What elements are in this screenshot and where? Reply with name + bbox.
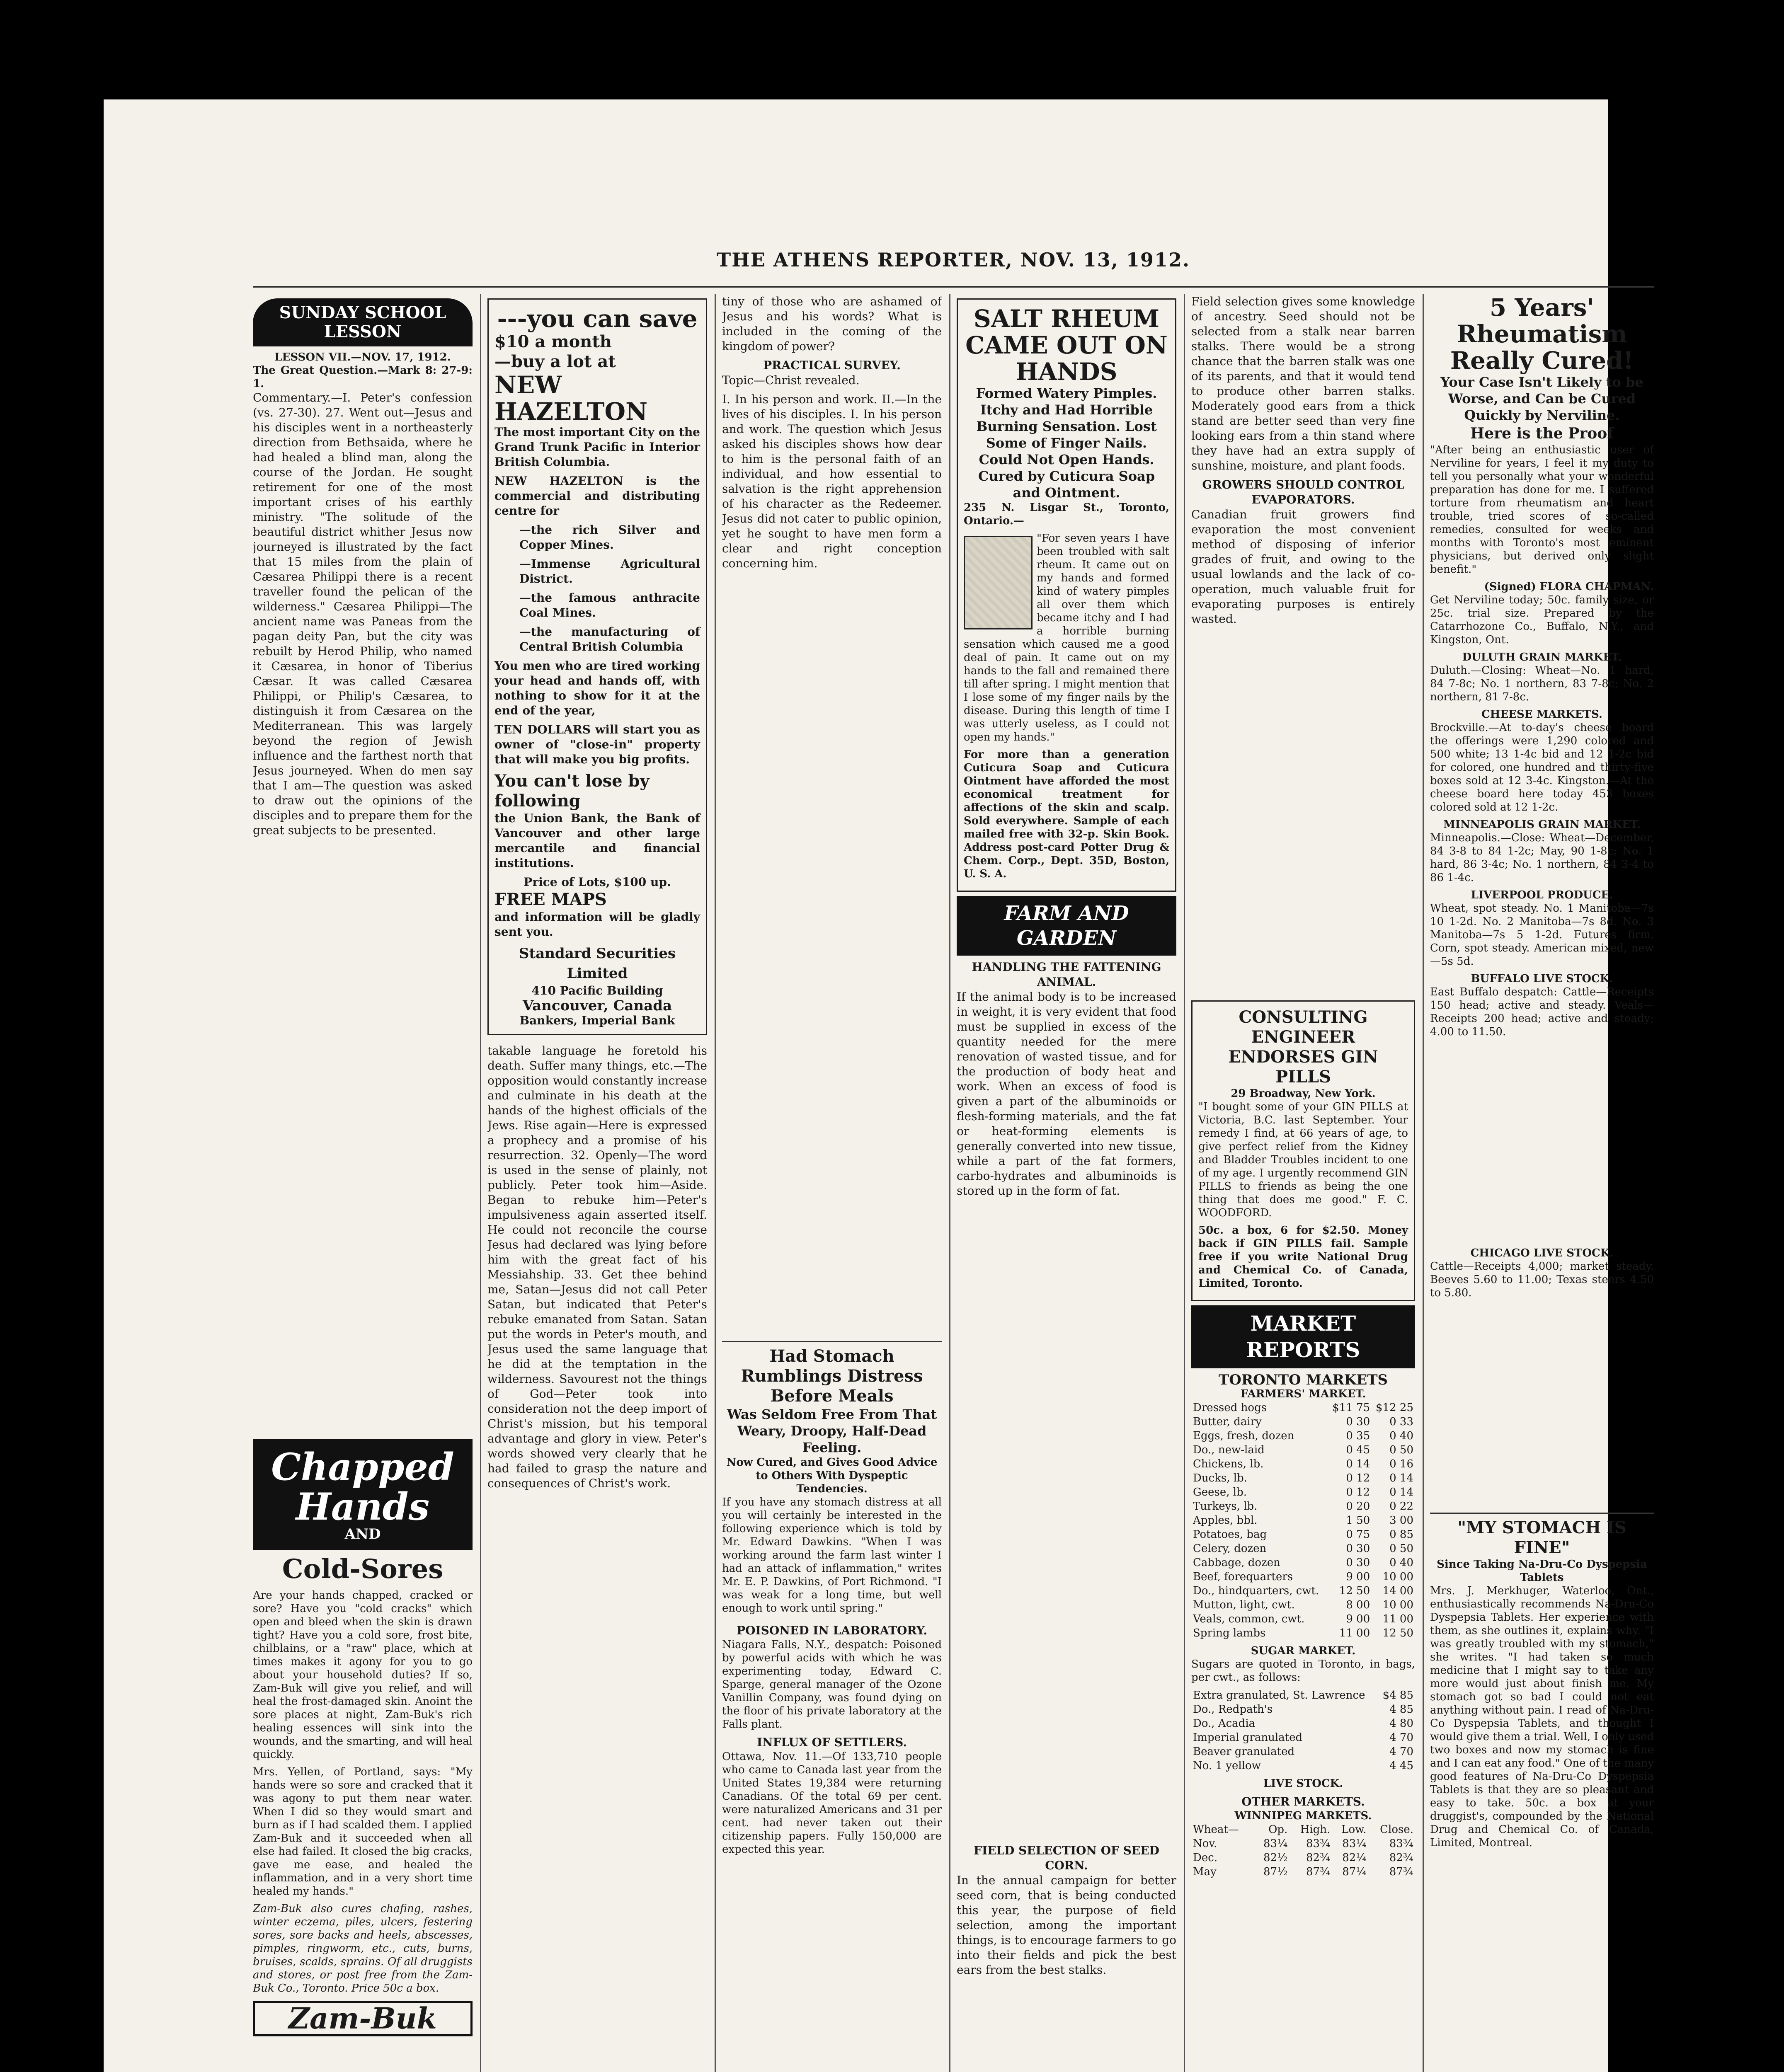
minneapolis-body: Minneapolis.—Close: Wheat—December, 84 3-8 to 84 1-2c; May, 90 1-8c; No. 1 hard, 86 3-4c; No. 1 northern, 84 3-4 to 86 1-4c.: [1430, 832, 1654, 884]
market-item: Geese, lb.: [1193, 1486, 1247, 1498]
commercial-centre: NEW HAZELTON is the commercial and distributing centre for: [494, 474, 700, 518]
farmers-market-row: [1191, 1598, 1415, 1612]
market-price: 0 14: [1346, 1458, 1370, 1470]
market-price: $11 75: [1332, 1402, 1370, 1414]
market-item: Beaver granulated: [1193, 1745, 1295, 1758]
consulting-address: 29 Broadway, New York.: [1231, 1087, 1376, 1100]
market-item: Butter, dairy: [1193, 1416, 1262, 1428]
live-stock: LIVE STOCK.: [1263, 1777, 1343, 1790]
market-price: 12 50: [1382, 1627, 1413, 1639]
market-item: Eggs, fresh, dozen: [1193, 1430, 1294, 1442]
resource-list-3: —the famous anthracite Coal Mines.: [519, 591, 700, 620]
market-item: Veals, common, cwt.: [1193, 1613, 1305, 1625]
market-price: 0 12: [1346, 1486, 1370, 1498]
stomach-fine-body: Mrs. J. Merkhuger, Waterloo, Ont., enthusiastically recommends Na-Dru-Co Dyspepsia Tablets. Her experience with them, as she outlines it, explains why. "I was greatly troubled with my stomach," she writes. "I had taken so much medicine that I might say to take any more would just about finish me. My stomach got so bad I could not eat anything without pain. I read of Na-Dru-Co Dyspepsia Tablets, and thought I would give them a trial. Well, I only used two boxes and now my stomach is fine and I can eat any food." One of the many good features of Na-Dru-Co Dyspepsia Tablets is that they are so pleasant and easy to take. 50c. a box at your druggist's, compounded by the National Drug and Chemical Co. of Canada, Limited, Montreal.: [1430, 1585, 1654, 1849]
topic: Topic—Christ revealed.: [722, 373, 860, 387]
market-price: 0 75: [1346, 1528, 1370, 1541]
proof-label: Here is the Proof: [1470, 425, 1614, 442]
sugar-row: [1191, 1745, 1415, 1759]
farmers-market-row: [1191, 1415, 1415, 1429]
farmers-market-row: [1191, 1570, 1415, 1584]
growers-headline: GROWERS SHOULD CONTROL EVAPORATORS.: [1202, 478, 1404, 506]
column-4: [957, 294, 1176, 1982]
yellen-testimonial: Mrs. Yellen, of Portland, says: "My hands were so sore and cracked that it was agony to put them near water. When I did so they would smart and burn as if I had scalded them. I applied Zam-Buk and it succeeded when all else had failed. It closed the big cracks, gave me ease, and healed the inflammation, and in a very short time healed my hands.": [253, 1766, 473, 1898]
farmers-market-row: [1191, 1499, 1415, 1513]
practical-survey: PRACTICAL SURVEY.: [763, 358, 901, 372]
column-3: [722, 294, 942, 1860]
market-price: 0 14: [1389, 1472, 1413, 1484]
market-item: Nov.: [1193, 1837, 1217, 1850]
farmers-market-row: [1191, 1513, 1415, 1527]
market-price: 4 80: [1389, 1717, 1413, 1730]
consulting-headline: CONSULTING ENGINEER ENDORSES GIN PILLS: [1228, 1007, 1378, 1087]
market-price: 87½: [1263, 1866, 1288, 1878]
market-reports-header: MARKET REPORTS: [1191, 1305, 1415, 1368]
stomach-rumblings-title: Had Stomach Rumblings Distress Before Meals: [741, 1346, 923, 1406]
and-label: AND: [344, 1526, 381, 1542]
duluth-headline: DULUTH GRAIN MARKET.: [1462, 651, 1622, 663]
column-6: [1430, 294, 1654, 1854]
farmers-market-row: [1191, 1401, 1415, 1415]
resource-list-2: —Immense Agricultural District.: [519, 557, 700, 586]
cant-lose-body: the Union Bank, the Bank of Vancouver and other large mercantile and financial institutions.: [494, 811, 700, 870]
cant-lose: You can't lose by following: [494, 771, 650, 811]
minneapolis-headline: MINNEAPOLIS GRAIN MARKET.: [1443, 818, 1641, 831]
market-item: Imperial granulated: [1193, 1731, 1303, 1744]
market-price: 4 70: [1389, 1731, 1413, 1744]
market-price: 0 14: [1389, 1486, 1413, 1498]
lesson-intro: tiny of those who are ashamed of Jesus and his words? What is included in the coming of the kingdom of power?: [722, 295, 942, 353]
column-2: [487, 294, 707, 1495]
market-price: 11 00: [1339, 1627, 1370, 1639]
market-item: Extra granulated, St. Lawrence: [1193, 1689, 1365, 1702]
market-item: Mutton, light, cwt.: [1193, 1599, 1295, 1611]
market-price: $12 25: [1376, 1402, 1413, 1414]
market-item: Do., Redpath's: [1193, 1703, 1273, 1716]
gin-pills-ad: [1191, 1000, 1415, 1301]
farmers-market-row: [1191, 1626, 1415, 1640]
market-price: 87¾: [1306, 1866, 1331, 1878]
field-top: Field selection gives some knowledge of ancestry. Seed should not be selected from a stalk near barren stalks. There would be a strong chance that the barren stalk was one of its parents, and that it would tend to produce other barren stalks. Moderately good ears from a thick stand are better seed than very fine looking ears from a thin stand where they have had an extra supply of sunshine, moisture, and plant foods.: [1191, 295, 1415, 472]
sugar-row: [1191, 1716, 1415, 1731]
market-price: 0 85: [1389, 1528, 1413, 1541]
resource-list-4: —the manufacturing of Central British Columbia: [519, 625, 700, 654]
masthead-rule: [253, 286, 1654, 288]
wheat-header-cell: Wheat—: [1193, 1823, 1239, 1836]
market-price: 9 00: [1346, 1571, 1370, 1583]
market-price: 0 45: [1346, 1444, 1370, 1456]
influx-body: Ottawa, Nov. 11.—Of 133,710 people who came to Canada last year from the United States 19,384 were returning Canadians. Of the total 69 per cent. were naturalized Americans and 31 per cent. had never taken out their citizenship papers. Fully 150,000 are expected this year.: [722, 1750, 942, 1856]
salt-body: "For seven years I have been troubled with salt rheum. It came out on my hands and formed kind of watery pimples all over them which became itchy and I had a horrible burning sensation which caused me a good deal of pain. It came out on my hands to the fall and remained there till after spring. I might mention that I lose some of my finger nails by the disease. During this length of time I was utterly useless, as I could not open my hands.": [964, 532, 1169, 743]
market-price: 4 85: [1389, 1703, 1413, 1716]
stomach-fine-subtitle: Since Taking Na-Dru-Co Dyspepsia Tablets: [1437, 1558, 1647, 1584]
column-divider: [1423, 294, 1424, 2072]
salt-footer: For more than a generation Cuticura Soap and Cuticura Ointment have afforded the most economical treatment for affections of the skin and scalp. Sold everywhere. Sample of each mailed free with 32-p. Skin Book. Address post-card Potter Drug & Chem. Corp., Dept. 35D, Boston, U. S. A.: [964, 748, 1169, 880]
wheat-header-cell: Low.: [1341, 1823, 1367, 1836]
market-price: 0 33: [1389, 1416, 1413, 1428]
market-price: 14 00: [1382, 1585, 1413, 1597]
wheat-header-cell: High.: [1300, 1823, 1331, 1836]
market-item: Apples, bbl.: [1193, 1514, 1258, 1527]
market-price: 12 50: [1339, 1585, 1370, 1597]
market-price: 3 00: [1389, 1514, 1413, 1527]
column-divider: [949, 294, 950, 2072]
sugar-row: [1191, 1731, 1415, 1745]
cheese-headline: CHEESE MARKETS.: [1481, 708, 1602, 721]
cheese-body: Brockville.—At to-day's cheese board the offerings were 1,290 colored and 500 white; 13 1-4c bid and 12 1-2c bid for colored, one hundred and thirty-five boxes sold at 12 3-4c. Kingston.—At the cheese board here today 453 boxes colored sold at 12 1-2c.: [1430, 721, 1654, 813]
cuticura-ad: [957, 298, 1176, 892]
market-price: 0 40: [1389, 1430, 1413, 1442]
zambuk-ad-header: [253, 1439, 473, 1550]
salt-rheum-title: SALT RHEUM CAME OUT ON HANDS: [965, 305, 1168, 386]
signed: (Signed) FLORA CHAPMAN.: [1484, 581, 1654, 593]
market-price: 0 30: [1346, 1556, 1370, 1569]
zambuk-logo: Zam-Buk: [253, 2001, 473, 2036]
zambuk-note: Zam-Buk also cures chafing, rashes, winter eczema, piles, ulcers, festering sores, sore backs and heels, abscesses, pimples, ringworm, etc., cuts, burns, bruises, scalds, sprains. Of all druggists and stores, or post free from the Zam-Buk Co., Toronto. Price 50c a box.: [253, 1903, 473, 1995]
chicago-body: Cattle—Receipts 4,000; market steady. Beeves 5.60 to 11.00; Texas steers 4.50 to 5.80.: [1430, 1260, 1654, 1299]
market-price: 0 16: [1389, 1458, 1413, 1470]
important-city: The most important City on the Grand Trunk Pacific in Interior British Columbia.: [494, 425, 700, 469]
market-item: Turkeys, lb.: [1193, 1500, 1258, 1513]
farmers-market-row: [1191, 1527, 1415, 1542]
market-price: 0 22: [1389, 1500, 1413, 1513]
wheat-header-row: [1191, 1823, 1415, 1837]
market-price: 0 50: [1389, 1444, 1413, 1456]
market-item: Do., new-laid: [1193, 1444, 1265, 1456]
sugar-intro: Sugars are quoted in Toronto, in bags, per cwt., as follows:: [1191, 1658, 1415, 1684]
farmers-market-table: [1191, 1401, 1415, 1640]
masthead: THE ATHENS REPORTER, NOV. 13, 1912.: [717, 249, 1190, 271]
sugar-row: [1191, 1759, 1415, 1773]
farmers-market-row: [1191, 1429, 1415, 1443]
vancouver: Vancouver, Canada: [522, 997, 672, 1014]
market-price: 0 30: [1346, 1416, 1370, 1428]
market-price: 0 20: [1346, 1500, 1370, 1513]
market-item: Dressed hogs: [1193, 1402, 1267, 1414]
farmers-market-row: [1191, 1542, 1415, 1556]
market-price: 83¾: [1389, 1837, 1413, 1850]
ten-a-month: $10 a month: [494, 332, 612, 351]
stomach-subtitle-2: Now Cured, and Gives Good Advice to Others With Dyspeptic Tendencies.: [726, 1456, 938, 1495]
market-price: 10 00: [1382, 1599, 1413, 1611]
market-price: 0 35: [1346, 1430, 1370, 1442]
field-selection-headline: FIELD SELECTION OF SEED CORN.: [974, 1844, 1159, 1872]
growers-body: Canadian fruit growers find evaporation the most convenient method of disposing of inferior grades of fruit, and owing to the usual lowlands and the lack of co-operation, much valuable fruit for evaporating purposes is entirely wasted.: [1191, 508, 1415, 626]
market-price: 82½: [1263, 1852, 1288, 1864]
market-price: 0 40: [1389, 1556, 1413, 1569]
sugar-table: [1191, 1688, 1415, 1773]
rheumatism-headline: 5 Years' Rheumatism Really Cured!: [1450, 294, 1634, 375]
sugar-market: SUGAR MARKET.: [1251, 1645, 1356, 1657]
newspaper-page: [253, 224, 1654, 2072]
wheat-row: [1191, 1837, 1415, 1851]
market-price: 87¼: [1342, 1866, 1367, 1878]
wheat-header-cell: Op.: [1268, 1823, 1288, 1836]
consulting-body: "I bought some of your GIN PILLS at Victoria, B.C. last September. Your remedy I find, at 66 years of age, to give perfect relief from the Kidney and Bladder Troubles incident to one of my age. I urgently recommend GIN PILLS to friends as being the one thing that does me good." F. C. WOODFORD.: [1198, 1101, 1408, 1219]
stomach-subtitle: Was Seldom Free From That Weary, Droopy, Half-Dead Feeling.: [727, 1406, 937, 1455]
market-item: May: [1193, 1866, 1217, 1878]
chapped-body: Are your hands chapped, cracked or sore? Have you "cold cracks" which open and bleed when the skin is drawn tight? Have you a cold sore, frost bite, chilblains, or a "raw" place, which at times makes it agony for you to go about your household duties? If so, Zam-Buk will give you relief, and will heal the frost-damaged skin. Anoint the sore places at night, Zam-Buk's rich healing essences will sink into the wounds, and the smarting, and will heal quickly.: [253, 1589, 473, 1761]
pacific-building: 410 Pacific Building: [531, 984, 663, 997]
stomach-fine-title: "MY STOMACH IS FINE": [1430, 1513, 1654, 1558]
toronto-markets: TORONTO MARKETS: [1218, 1372, 1388, 1388]
handling-body: If the animal body is to be increased in weight, it is very evident that food must be supplied in excess of the quantity needed for the mere renovation of wasted tissue, and for the production of body heat and work. When an excess of food is given a part of the albuminoids or flesh-forming materials, and the fat or heat-forming elements is generally converted into new tissue, while a part of the fat formers, carbo-hydrates and albuminoids is stored up in the form of fat.: [957, 990, 1176, 1198]
market-price: 0 30: [1346, 1542, 1370, 1555]
market-item: Cabbage, dozen: [1193, 1556, 1280, 1569]
column-divider: [480, 294, 481, 2072]
column-divider: [715, 294, 716, 2072]
wheat-header-cell: Close.: [1380, 1823, 1413, 1836]
market-price: 82¼: [1342, 1852, 1367, 1864]
market-price: 87¾: [1389, 1866, 1413, 1878]
poisoned-body: Niagara Falls, N.Y., despatch: Poisoned by powerful acids with which he was experimenting today, Edward C. Sparge, general manager of the Ozone Vanillin Company, was found dying on the floor of his private laboratory at the Falls plant.: [722, 1639, 942, 1731]
signed-body: Get Nerviline today; 50c. family size, or 25c. trial size. Prepared by the Catarrhozone Co., Buffalo, N.Y., and Kingston, Ont.: [1430, 594, 1654, 646]
sugar-row: [1191, 1702, 1415, 1716]
poisoned-headline: POISONED IN LABORATORY.: [737, 1624, 927, 1637]
market-item: Dec.: [1193, 1852, 1218, 1864]
buffalo-body: East Buffalo despatch: Cattle—Receipts 150 head; active and steady. Veals—Receipts 200 head; active and steady; 4.00 to 11.50.: [1430, 986, 1654, 1038]
market-item: Ducks, lb.: [1193, 1472, 1248, 1484]
standard-securities: Standard Securities Limited: [519, 945, 676, 982]
column-1: [253, 294, 473, 2036]
cold-sores-title: Cold-Sores: [282, 1554, 444, 1585]
bankers: Bankers, Imperial Bank: [519, 1014, 675, 1027]
rheumatism-subhead: Your Case Isn't Likely to be Worse, and Can be Cured Quickly by Nerviline.: [1440, 374, 1643, 423]
market-price: 4 70: [1389, 1745, 1413, 1758]
market-price: 10 00: [1382, 1571, 1413, 1583]
liverpool-body: Wheat, spot steady. No. 1 Manitoba—7s 10 1-2d. No. 2 Manitoba—7s 8d. No. 3 Manitoba—7s 5 1-2d. Futures firm. Corn, spot steady. American mixed, new—5s 5d.: [1430, 902, 1654, 968]
market-price: 4 45: [1389, 1760, 1413, 1772]
farmers-market-row: [1191, 1485, 1415, 1499]
market-price: 0 50: [1389, 1542, 1413, 1555]
winnipeg-markets: WINNIPEG MARKETS.: [1234, 1810, 1372, 1822]
market-item: Beef, forequarters: [1193, 1571, 1293, 1583]
market-price: 83¼: [1342, 1837, 1367, 1850]
farm-garden-header: FARM AND GARDEN: [957, 896, 1176, 956]
farmers-market-row: [1191, 1443, 1415, 1457]
market-price: 82¾: [1306, 1852, 1331, 1864]
consulting-footer: 50c. a box, 6 for $2.50. Money back if GIN PILLS fail. Sample free if you write National Drug and Chemical Co. of Canada, Limited, Toronto.: [1198, 1224, 1408, 1290]
market-price: 8 00: [1346, 1599, 1370, 1611]
market-item: No. 1 yellow: [1193, 1760, 1261, 1772]
chicago-headline: CHICAGO LIVE STOCK.: [1470, 1247, 1614, 1259]
chapped-hands-title: Chapped Hands: [271, 1445, 454, 1529]
lot-price: Price of Lots, $100 up.: [524, 875, 671, 889]
farmers-market: FARMERS' MARKET.: [1240, 1388, 1366, 1400]
liverpool-headline: LIVERPOOL PRODUCE.: [1471, 889, 1613, 901]
market-price: $4 85: [1382, 1689, 1413, 1702]
handling-headline: HANDLING THE FATTENING ANIMAL.: [972, 960, 1161, 989]
market-price: 83¼: [1263, 1837, 1288, 1850]
buffalo-headline: BUFFALO LIVE STOCK.: [1471, 973, 1613, 985]
free-maps-body: and information will be gladly sent you.: [494, 910, 700, 939]
market-price: 83¾: [1306, 1837, 1331, 1850]
column-5: [1191, 294, 1415, 1879]
market-price: 11 00: [1382, 1613, 1413, 1625]
market-price: 0 12: [1346, 1472, 1370, 1484]
you-can-save: ---you can save: [497, 305, 698, 333]
sugar-row: [1191, 1688, 1415, 1702]
newspaper-sheet: [104, 99, 1654, 2072]
column-divider: [1184, 294, 1185, 2072]
proof-body: "After being an enthusiastic user of Nerviline for years, I feel it my duty to tell you personally what your wonderful preparation has done for me. I suffered torture from rheumatism and heart trouble, tried scores of so-called remedies, consulted for weeks and months with Toronto's most eminent physicians, but derived only slight benefit.": [1430, 444, 1654, 576]
sunday-school-header: SUNDAY SCHOOL LESSON: [253, 298, 473, 346]
tired-men: You men who are tired working your head and hands off, with nothing to show for it at the end of the year,: [494, 659, 700, 717]
salt-address: 235 N. Lisgar St., Toronto, Ontario.—: [964, 501, 1169, 527]
wheat-table: [1191, 1823, 1415, 1879]
ten-dollars: TEN DOLLARS will start you as owner of "close-in" property that will make you big profits.: [494, 723, 700, 766]
lesson-number: LESSON VII.—NOV. 17, 1912.: [274, 351, 451, 363]
farmers-market-row: [1191, 1556, 1415, 1570]
new-hazelton-title: NEW HAZELTON: [494, 371, 648, 426]
duluth-body: Duluth.—Closing: Wheat—No. 1 hard, 84 7-8c; No. 1 northern, 83 7-8c; No. 2 northern, 81 7-8c.: [1430, 664, 1654, 703]
buy-a-lot: —buy a lot at: [494, 352, 616, 371]
market-item: Chickens, lb.: [1193, 1458, 1264, 1470]
market-price: 1 50: [1346, 1514, 1370, 1527]
field-selection-body: In the annual campaign for better seed corn, that is being conducted this year, the purpose of field selection, among the important things, is to encourage farmers to go into their fields and pick the best ears from the best stalks.: [957, 1874, 1176, 1977]
resource-list-1: —the rich Silver and Copper Mines.: [519, 523, 700, 552]
survey-body: I. In his person and work. II.—In the lives of his disciples. I. In his person and work. The question which Jesus asked his disciples shows how dear to him is the personal faith of an individual, and how essential to salvation is the right apprehension of his character as the Redeemer. Jesus did not cater to public opinion, yet he sought to have men form a clear and right conception concerning him.: [722, 392, 942, 570]
wheat-row: [1191, 1851, 1415, 1865]
market-price: 82¾: [1389, 1852, 1413, 1864]
wheat-row: [1191, 1865, 1415, 1879]
farmers-market-row: [1191, 1471, 1415, 1485]
market-item: Celery, dozen: [1193, 1542, 1267, 1555]
lesson-title: The Great Question.—Mark 8: 27-9: 1.: [253, 364, 473, 390]
lesson-continued: takable language he foretold his death. Suffer many things, etc.—The opposition would constantly increase and culminate in his death at the hands of the highest officials of the Jews. Rise again—Here is expressed a prophecy and a promise of his resurrection. 32. Openly—The word is used in the sense of plainly, not publicly. Peter took him—Aside. Began to rebuke him—Peter's impulsiveness again asserted itself. He could not reconcile the course Jesus had declared was lying before him with the great fact of his Messiahship. 33. Get thee behind me, Satan—Jesus did not call Peter Satan, but indicated that Peter's rebuke emanated from Satan. Satan put the words in Peter's mouth, and Jesus used the same language that he did at the temptation in the wilderness. Savourest not the things of God—Peter took into consideration not the deep import of Christ's mission, but his temporal advantage and glory in view. Peter's words showed very clearly that he had failed to grasp the nature and consequences of Christ's work.: [487, 1044, 707, 1490]
market-item: Potatoes, bag: [1193, 1528, 1267, 1541]
farmers-market-row: [1191, 1457, 1415, 1471]
stomach-ad: [722, 1341, 942, 1615]
free-maps: FREE MAPS: [494, 890, 607, 909]
stomach-body: If you have any stomach distress at all you will certainly be interested in the following experience which is told by Mr. Edward Dawkins. "When I was working around the farm last winter I had an attack of inflammation," writes Mr. E. P. Dawkins, of Port Richmond. "I was weak for a long time, but well enough to work until spring.": [722, 1496, 942, 1615]
market-item: Do., hindquarters, cwt.: [1193, 1585, 1319, 1597]
farmers-market-row: [1191, 1612, 1415, 1626]
farmers-market-row: [1191, 1584, 1415, 1598]
other-markets: OTHER MARKETS.: [1241, 1795, 1365, 1808]
salt-rheum-subtitle: Formed Watery Pimples. Itchy and Had Horrible Burning Sensation. Lost Some of Finger Nails. Could Not Open Hands. Cured by Cuticura Soap and Ointment.: [976, 385, 1157, 501]
market-item: Spring lambs: [1193, 1627, 1266, 1639]
influx-headline: INFLUX OF SETTLERS.: [756, 1736, 907, 1749]
lesson-commentary: Commentary.—I. Peter's confession (vs. 27-30). 27. Went out—Jesus and his disciples went in a northeasterly direction from Bethsaida, where he had healed a blind man, along the course of the Jordan. He sought retirement for one of the most important crises of his earthly ministry. "The solitude of the beautiful district whither Jesus now journeyed is illustrated by the fact that 15 miles from the plain of Cæsarea Philippi there is a recent traveller found the pelican of the wilderness." Cæsarea Philippi—The ancient name was Paneas from the pagan deity Pan, but the city was rebuilt by Herod Philip, who named it Cæsarea, in honor of Tiberius Cæsar. It was called Cæsarea Philippi, or Philip's Cæsarea, to distinguish it from Cæsarea on the Mediterranean. This was largely beyond the region of Jewish influence and the farthest north that Jesus journeyed. When do men say that I am—The question was asked to draw out the opinions of the disciples and to prepare them for the great subjects to be presented.: [253, 391, 473, 837]
market-price: 9 00: [1346, 1613, 1370, 1625]
new-hazelton-ad: [487, 298, 707, 1035]
woman-portrait: [964, 536, 1033, 629]
market-item: Do., Acadia: [1193, 1717, 1256, 1730]
